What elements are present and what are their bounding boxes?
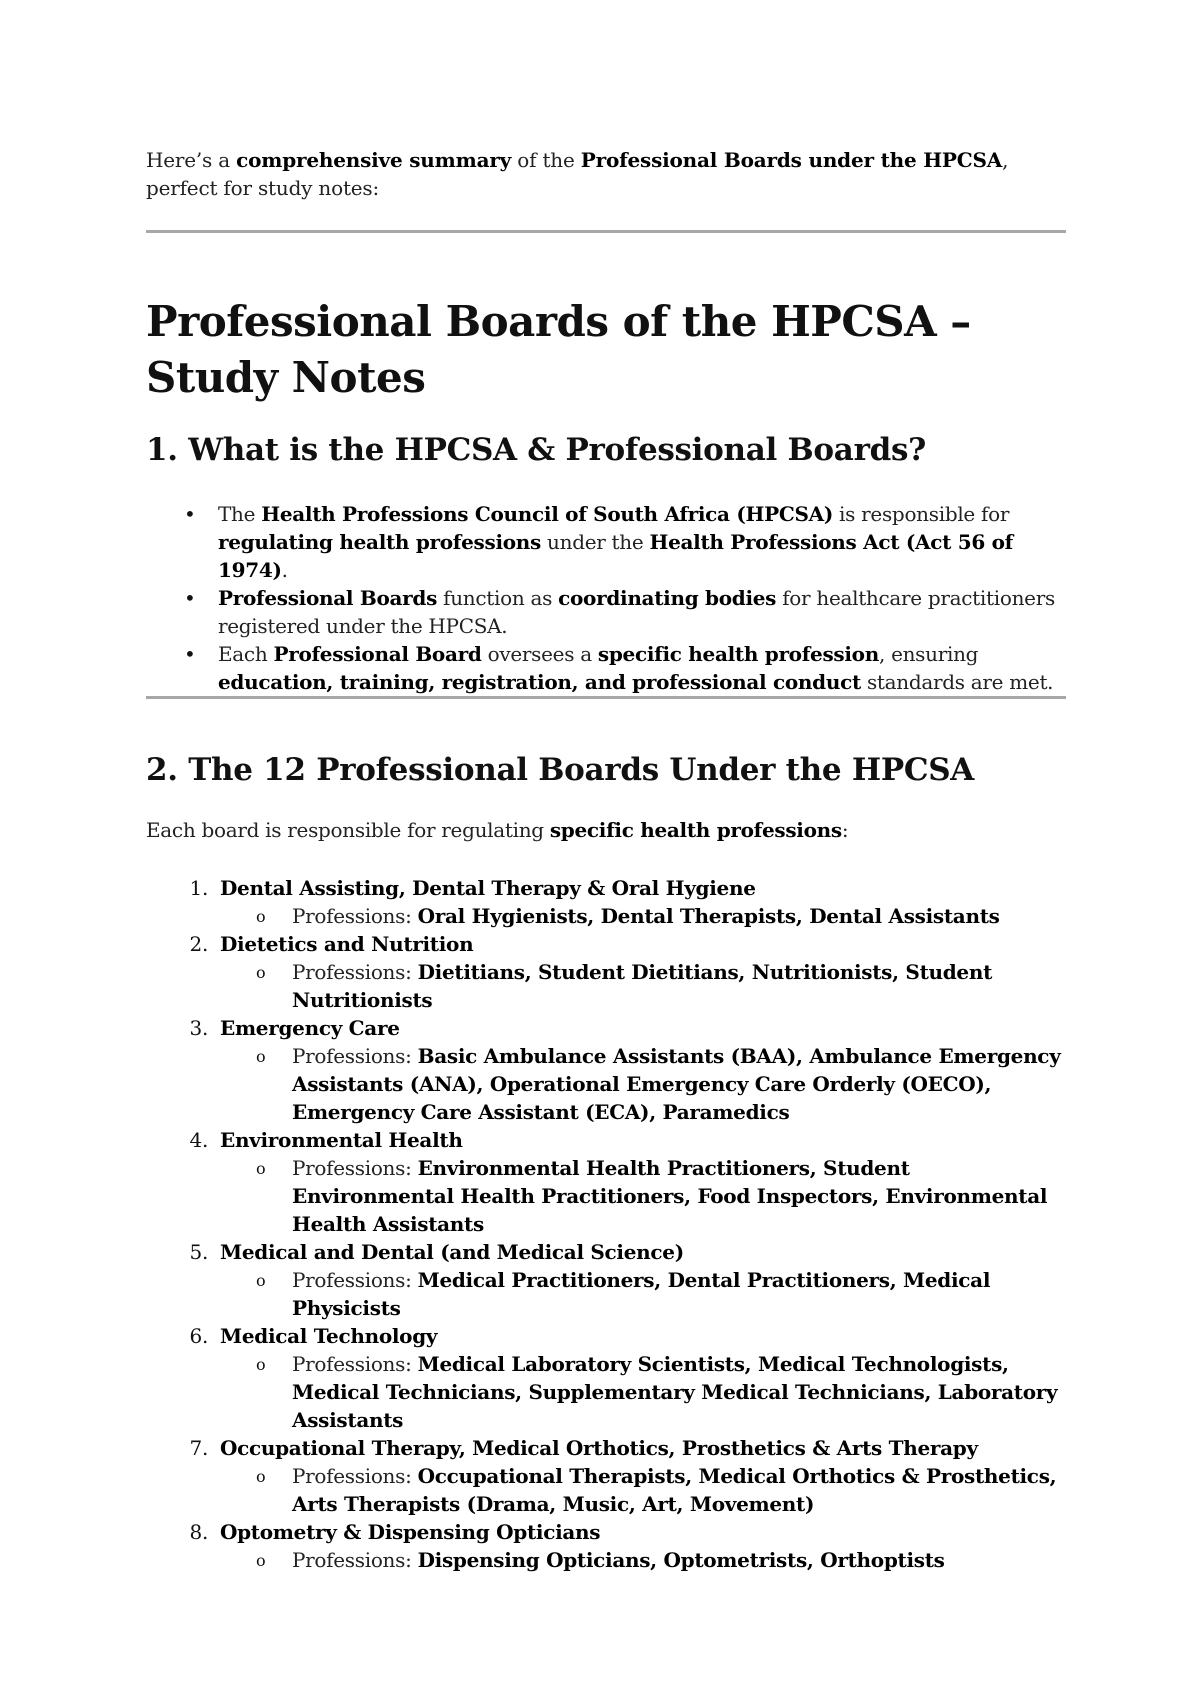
board-number: 8. [189,1520,208,1544]
board-name: Occupational Therapy, Medical Orthotics, Prosthetics & Arts Therapy [220,1436,978,1460]
bullet-3-bold-3: education, training, registration, and professional conduct [218,670,861,694]
board-number: 6. [189,1324,208,1348]
bullet-1-text-4: . [281,558,288,582]
circle-bullet-icon: o [256,1159,266,1178]
bullet-1-text-1: The [218,502,262,526]
professions-list: Dispensing Opticians, Optometrists, Orthoptists [417,1548,945,1572]
board-professions [220,958,1066,1014]
professions-list: Basic Ambulance Assistants (BAA), Ambulance Emergency Assistants (ANA), Operational Emergency Care Orderly (OECO), Emergency Care Assistant (ECA), Paramedics [292,1044,1061,1124]
professions-label: Professions: [292,1156,418,1180]
board-number: 5. [189,1240,208,1264]
professions-list: Occupational Therapists, Medical Orthotics & Prosthetics, Arts Therapists (Drama, Music, Art, Movement) [292,1464,1057,1516]
board-number: 7. [189,1436,208,1460]
circle-bullet-icon: o [256,1467,266,1486]
section-1-list [146,500,1066,696]
board-name: Dietetics and Nutrition [220,932,474,956]
professions-label: Professions: [292,1548,418,1572]
boards-list [146,874,1066,1574]
professions-label: Professions: [292,960,418,984]
intro-paragraph [146,146,1066,202]
board-name: Environmental Health [220,1128,463,1152]
bullet-2-bold-1: Professional Boards [218,586,438,610]
professions-list: Environmental Health Practitioners, Student Environmental Health Practitioners, Food Inspectors, Environmental Health Assistants [292,1156,1048,1236]
list-item [146,874,1066,930]
board-professions [220,1546,1066,1574]
bullet-icon: • [184,586,196,610]
professions-list: Oral Hygienists, Dental Therapists, Dental Assistants [417,904,1000,928]
list-item [146,1518,1066,1574]
lead-text-2: : [841,818,849,842]
bullet-3-bold-1: Professional Board [273,642,482,666]
bullet-2-text-1: function as [437,586,559,610]
board-professions [220,1350,1066,1434]
bullet-3-text-4: standards are met. [860,670,1054,694]
board-professions [220,1042,1066,1126]
professions-list: Medical Laboratory Scientists, Medical Technologists, Medical Technicians, Supplementary Medical Technicians, Laboratory Assistants [292,1352,1058,1432]
bullet-2-text-2: for healthcare practitioners registered under the HPCSA. [218,586,1055,638]
bullet-1-bold-2: regulating health professions [218,530,541,554]
list-item [146,1014,1066,1126]
circle-bullet-icon: o [256,963,266,982]
bullet-1-text-3: under the [540,530,650,554]
list-item [146,1238,1066,1322]
page-title: Professional Boards of the HPCSA – Study Notes [146,297,971,402]
board-name: Emergency Care [220,1016,400,1040]
bullet-3-bold-2: specific health profession [597,642,879,666]
section-2-heading: 2. The 12 Professional Boards Under the HPCSA [146,752,975,788]
divider [146,230,1066,233]
list-item [146,1126,1066,1238]
circle-bullet-icon: o [256,1355,266,1374]
bullet-3-text-2: oversees a [481,642,598,666]
professions-label: Professions: [292,1268,418,1292]
professions-label: Professions: [292,904,418,928]
list-item [146,1434,1066,1518]
bullet-3-text-1: Each [218,642,274,666]
professions-label: Professions: [292,1464,418,1488]
professions-label: Professions: [292,1044,418,1068]
bullet-2-bold-2: coordinating bodies [558,586,777,610]
circle-bullet-icon: o [256,1047,266,1066]
section-1-heading: 1. What is the HPCSA & Professional Boards? [146,432,927,468]
list-item [146,1322,1066,1434]
bullet-3-text-3: , ensuring [878,642,979,666]
board-name: Dental Assisting, Dental Therapy & Oral Hygiene [220,876,756,900]
list-item [146,500,1066,584]
board-number: 1. [189,876,208,900]
lead-text-1: Each board is responsible for regulating [146,818,550,842]
circle-bullet-icon: o [256,1271,266,1290]
bullet-icon: • [184,502,196,526]
bullet-icon: • [184,642,196,666]
bullet-1-text-2: is responsible for [833,502,1010,526]
board-name: Optometry & Dispensing Opticians [220,1520,601,1544]
intro-text-3: , perfect for study notes: [146,148,1009,200]
intro-text-2: of the [511,148,581,172]
professions-list: Dietitians, Student Dietitians, Nutritionists, Student Nutritionists [292,960,993,1012]
bullet-1-bold-1: Health Professions Council of South Africa (HPCSA) [261,502,833,526]
board-name: Medical and Dental (and Medical Science) [220,1240,684,1264]
list-item [146,584,1066,640]
intro-bold-1: comprehensive summary [236,148,512,172]
intro-bold-2: Professional Boards under the HPCSA [580,148,1003,172]
board-professions [220,1154,1066,1238]
board-number: 2. [189,932,208,956]
board-name: Medical Technology [220,1324,438,1348]
divider [146,696,1066,699]
board-professions [220,1462,1066,1518]
intro-text-1: Here’s a [146,148,237,172]
bullet-1-bold-3: Health Professions Act (Act 56 of 1974) [218,530,1013,582]
circle-bullet-icon: o [256,907,266,926]
board-number: 4. [189,1128,208,1152]
section-2-lead [146,816,1066,844]
board-professions [220,902,1066,930]
list-item [146,930,1066,1014]
circle-bullet-icon: o [256,1551,266,1570]
board-professions [220,1266,1066,1322]
professions-label: Professions: [292,1352,418,1376]
professions-list: Medical Practitioners, Dental Practitioners, Medical Physicists [292,1268,991,1320]
list-item [146,640,1066,696]
board-number: 3. [189,1016,208,1040]
lead-bold-1: specific health professions [549,818,842,842]
